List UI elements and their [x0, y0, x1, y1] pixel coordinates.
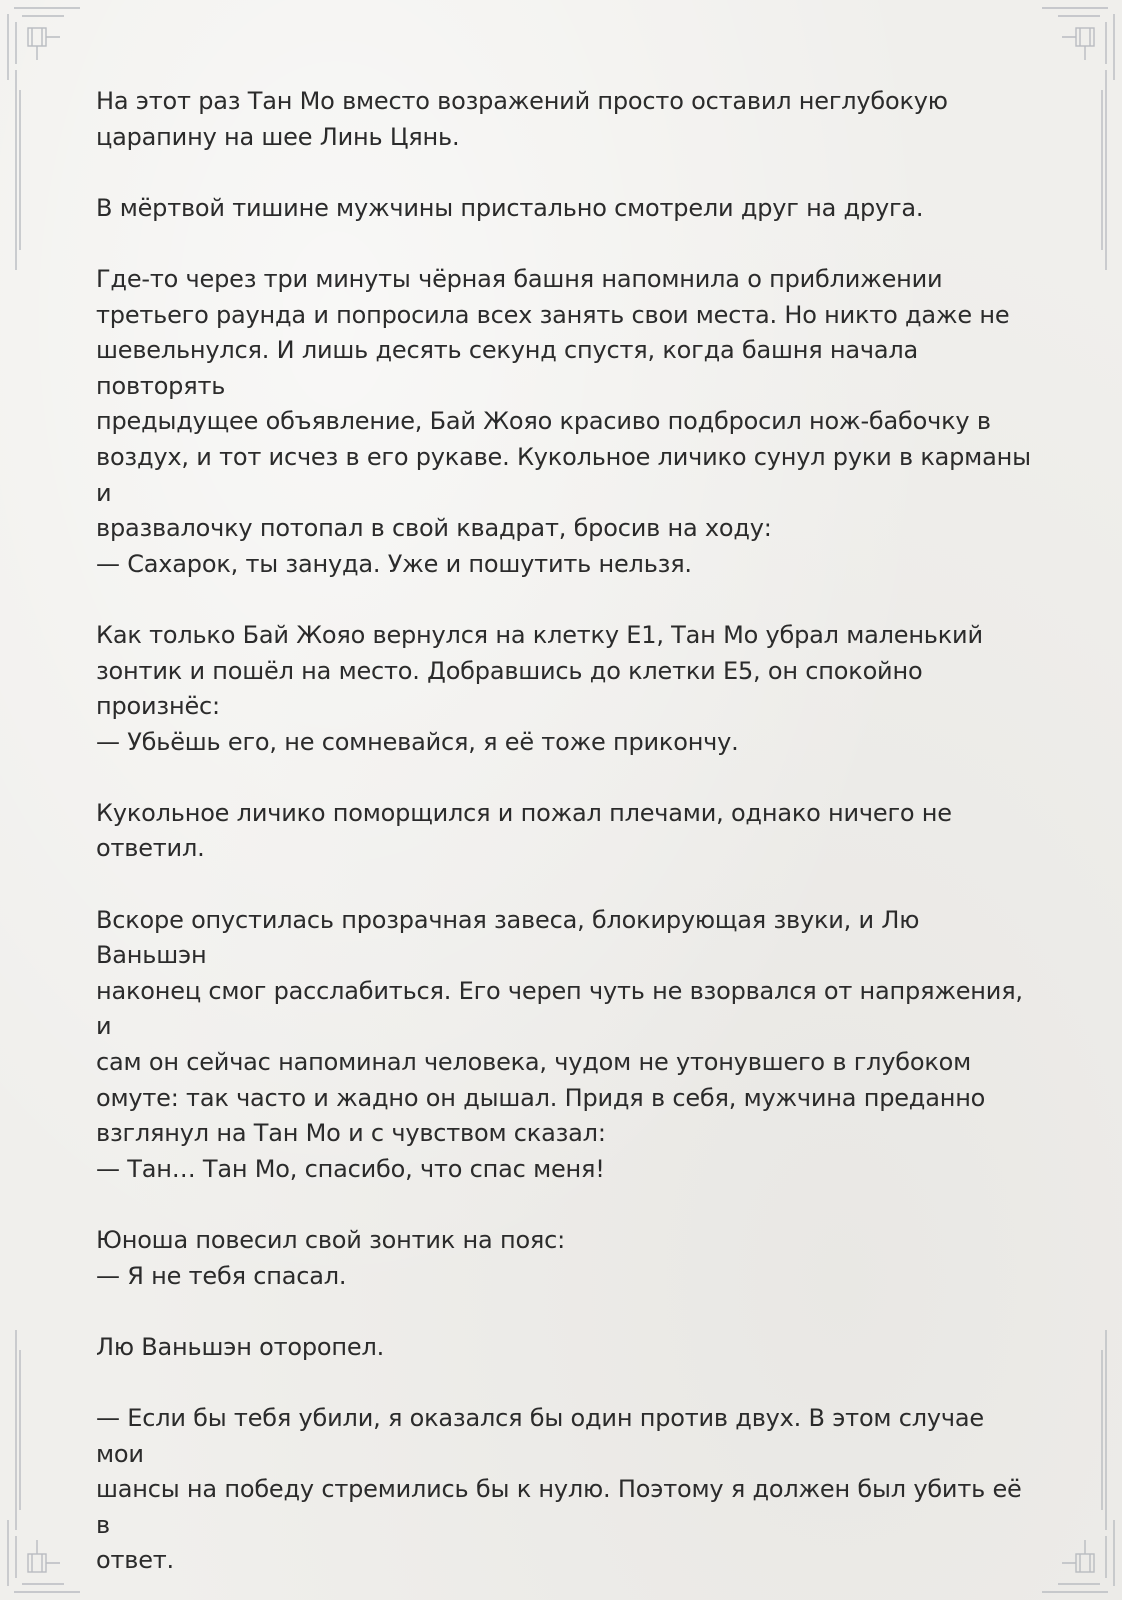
paragraph: Как только Бай Жояо вернулся на клетку E1, Тан Мо убрал маленький зонтик и пошёл на место. Добравшись до клетки E5, он спокойно произнёс: — Убьёшь его, не сомневайся, я её тоже прикончу. — [96, 620, 983, 756]
paragraph: Вскоре опустилась прозрачная завеса, блокирующая звуки, и Лю Ваньшэн наконец смог расслабиться. Его череп чуть не взорвался от напряжения, и сам он сейчас напоминал человека, чудом не утонувшего в глубоком омуте: так часто и жадно он дышал. Придя в себя, мужчина преданно взглянул на Тан Мо и с чувством сказал: — Тан… Тан Мо, спасибо, что спас меня! — [96, 905, 1023, 1183]
corner-ornament-bottom-right — [1042, 1520, 1114, 1592]
paragraph: Кукольное личико поморщился и пожал плечами, однако ничего не ответил. — [96, 798, 952, 863]
paragraph: Где-то через три минуты чёрная башня напомнила о приближении третьего раунда и попросила всех занять свои места. Но никто даже не шевельнулся. И лишь десять секунд спустя, когда башня начала повторять предыдущее объявление, Бай Жояо красиво подбросил нож-бабочку в воздух, и тот исчез в его рукаве. Кукольное личико сунул руки в карманы и вразвалочку потопал в свой квадрат, бросив на ходу: — Сахарок, ты зануда. Уже и пошутить нельзя. — [96, 264, 1031, 578]
corner-ornament-top-right — [1042, 8, 1114, 80]
paragraph: На этот раз Тан Мо вместо возражений просто оставил неглубокую царапину на шее Линь Цянь. — [96, 87, 948, 151]
corner-ornament-top-left — [8, 8, 80, 80]
side-ornament-left — [16, 70, 20, 1530]
corner-ornament-bottom-left — [8, 1520, 80, 1592]
paragraph: Лю Ваньшэн оторопел. — [96, 1332, 385, 1361]
paragraph: — Если бы тебя убили, я оказался бы один против двух. В этом случае мои шансы на победу стремились бы к нулю. Поэтому я должен был убить её в ответ. — [96, 1403, 1022, 1575]
document-body — [96, 84, 1036, 1579]
paragraph: Юноша повесил свой зонтик на пояс: — Я не тебя спасал. — [96, 1226, 566, 1290]
side-ornament-right — [1102, 70, 1106, 1530]
paragraph: В мёртвой тишине мужчины пристально смотрели друг на друга. — [96, 193, 924, 222]
